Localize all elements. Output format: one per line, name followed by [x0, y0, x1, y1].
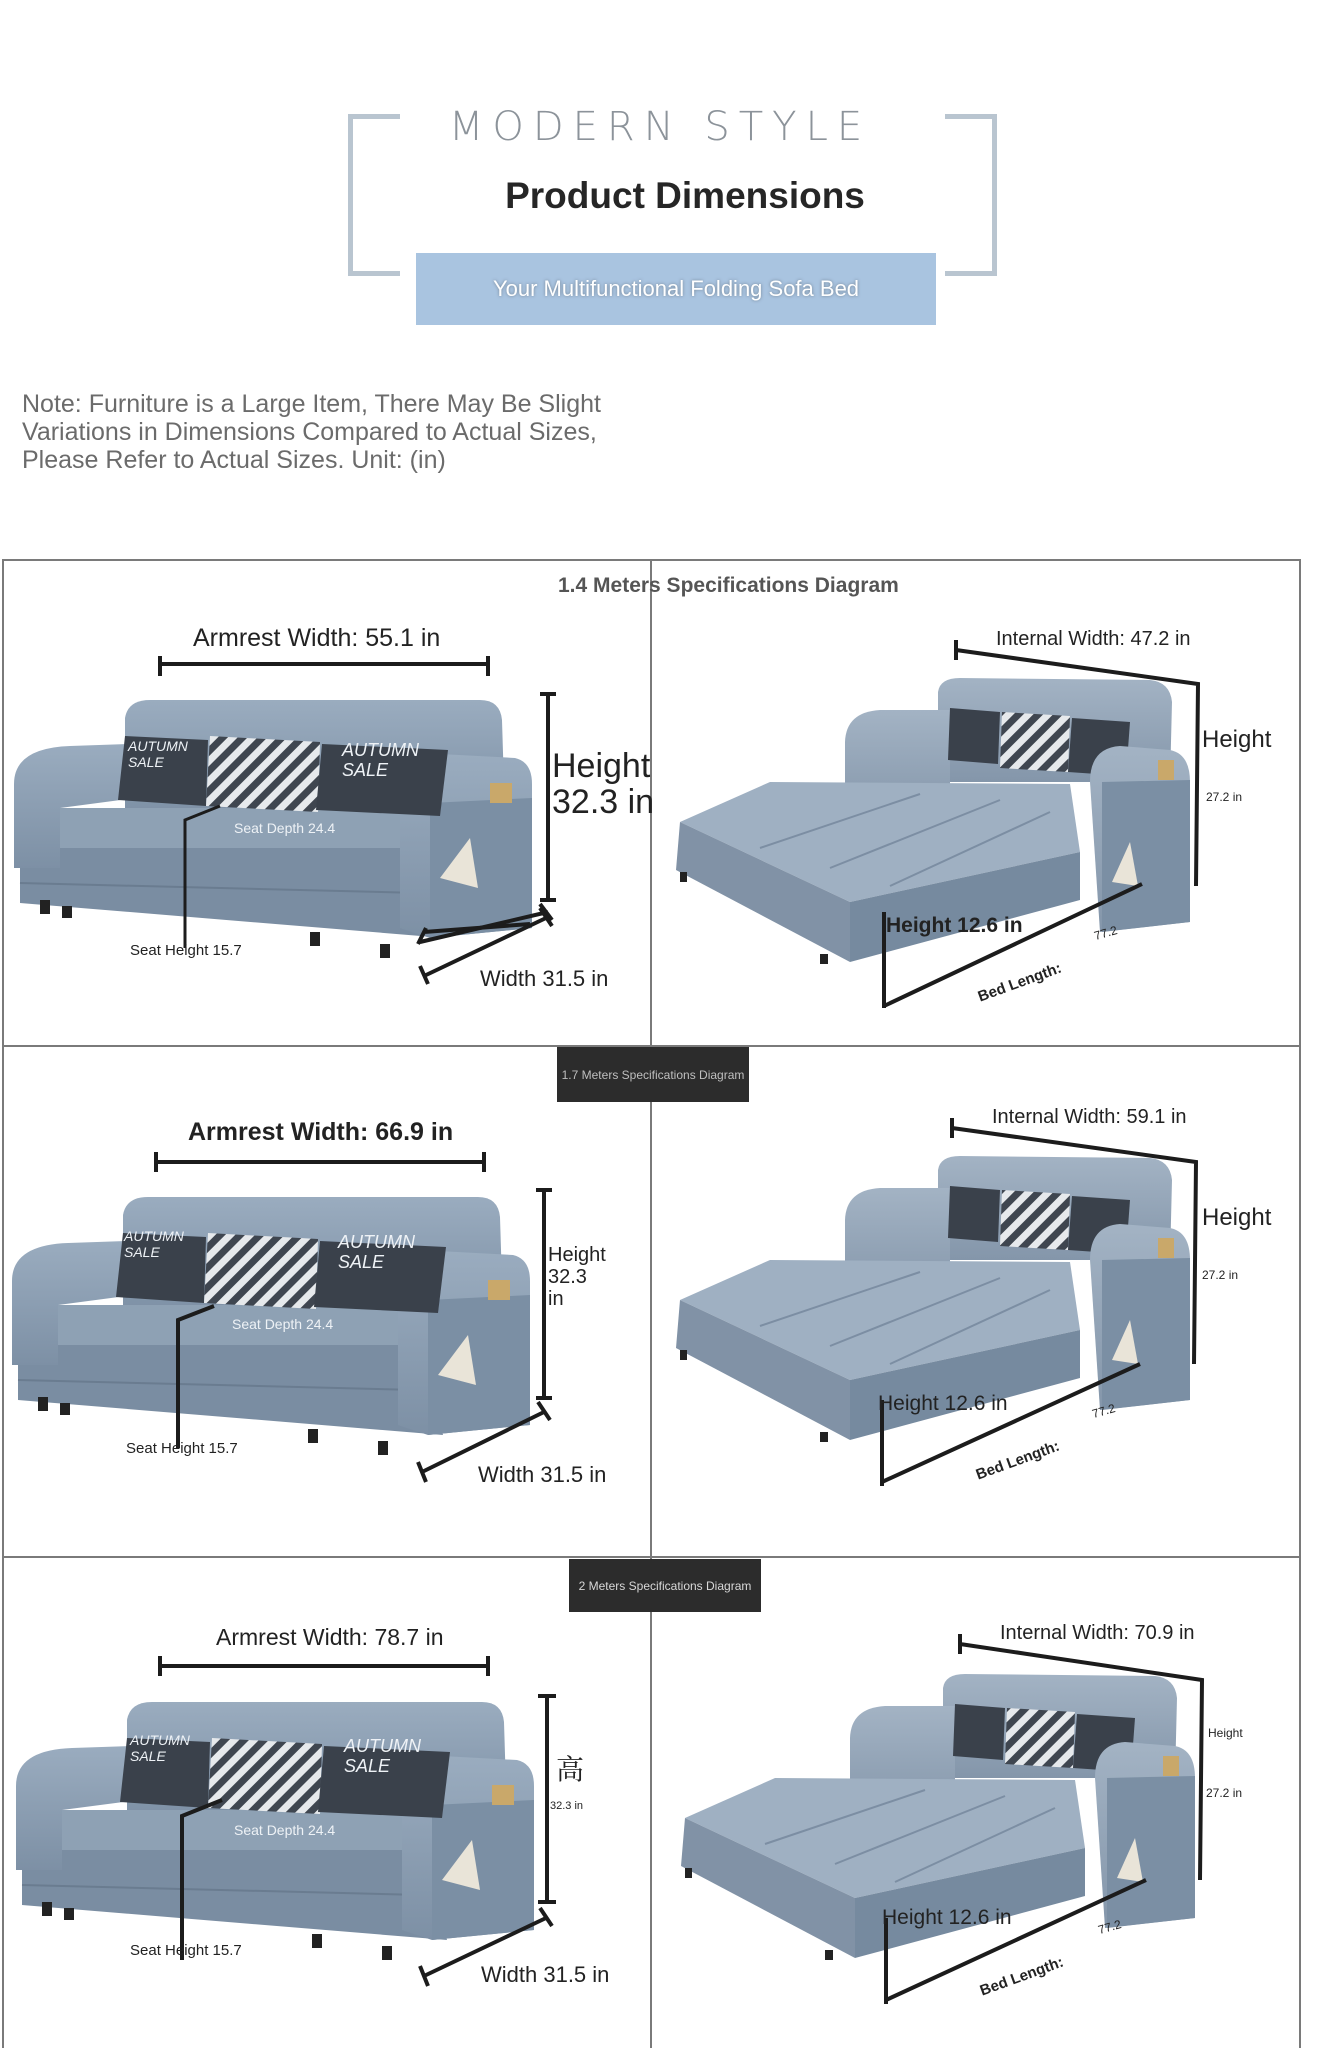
internal-width-2: Internal Width: 59.1 in: [992, 1106, 1187, 1128]
seat-depth-1: Seat Depth 24.4: [234, 820, 336, 836]
bed-length-value-1: 77.2: [1092, 923, 1119, 943]
bed-height-value-3: 27.2 in: [1206, 1786, 1243, 1800]
seat-depth-3: Seat Depth 24.4: [234, 1822, 336, 1838]
cushion-text-left-1: AUTUMN SALE: [128, 738, 188, 770]
page-title: Product Dimensions: [505, 175, 865, 216]
sofa-width-1: Width 31.5 in: [480, 966, 609, 991]
low-height-1: Height 12.6 in: [886, 914, 1023, 937]
bed-length-value-2: 77.2: [1090, 1401, 1117, 1421]
seat-height-2: Seat Height 15.7: [126, 1440, 238, 1457]
armrest-width-1: Armrest Width: 55.1 in: [193, 624, 441, 652]
bed-length-label-2: Bed Length:: [973, 1437, 1062, 1484]
sofa-height-value-1: 32.3 in: [552, 783, 655, 821]
size-note: Note: Furniture is a Large Item, There May Be Slight Variations in Dimensions Compared to Actual Sizes, Please Refer to Actual Sizes. Unit: (in): [22, 390, 601, 474]
bed-height-label-1: Height: [1202, 726, 1272, 753]
sofa-width-3: Width 31.5 in: [481, 1962, 610, 1987]
low-height-3: Height 12.6 in: [882, 1906, 1012, 1929]
bed-length-label-1: Bed Length:: [975, 959, 1064, 1006]
sofa-height-value-3: 32.3 in: [550, 1800, 584, 1812]
sofa-height-value-2: 32.3 in: [548, 1266, 587, 1310]
section-label-1-4m: 1.4 Meters Specifications Diagram: [558, 574, 899, 597]
sofa-height-label-2: Height: [548, 1244, 606, 1266]
seat-depth-2: Seat Depth 24.4: [232, 1316, 334, 1332]
armrest-width-2: Armrest Width: 66.9 in: [188, 1118, 454, 1146]
cushion-text-left-2: AUTUMN SALE: [124, 1228, 184, 1260]
armrest-width-3: Armrest Width: 78.7 in: [216, 1624, 444, 1650]
style-tagline: MODERN STYLE: [448, 104, 872, 150]
subtitle-text: Your Multifunctional Folding Sofa Bed: [492, 276, 860, 301]
internal-width-3: Internal Width: 70.9 in: [1000, 1622, 1195, 1644]
bed-height-value-2: 27.2 in: [1202, 1268, 1239, 1282]
bed-height-label-3: Height: [1208, 1726, 1243, 1740]
sofa-height-label-1: Height: [552, 747, 651, 785]
cushion-text-left-3: AUTUMN SALE: [130, 1732, 190, 1764]
seat-height-1: Seat Height 15.7: [130, 942, 242, 959]
bed-length-value-3: 77.2: [1096, 1917, 1123, 1937]
section-label-1-7m-text: 1.7 Meters Specifications Diagram: [561, 1067, 745, 1082]
bed-height-label-2: Height: [1202, 1204, 1272, 1231]
internal-width-1: Internal Width: 47.2 in: [996, 628, 1191, 650]
sofa-height-label-3: 高: [556, 1754, 585, 1785]
bed-length-label-3: Bed Length:: [977, 1953, 1066, 2000]
section-label-2m-text: 2 Meters Specifications Diagram: [578, 1578, 752, 1593]
low-height-2: Height 12.6 in: [878, 1392, 1008, 1415]
cushion-text-right-1: AUTUMN SALE: [342, 740, 419, 780]
seat-height-3: Seat Height 15.7: [130, 1942, 242, 1959]
bed-height-value-1: 27.2 in: [1206, 790, 1243, 804]
cushion-text-right-2: AUTUMN SALE: [338, 1232, 415, 1272]
sofa-width-2: Width 31.5 in: [478, 1462, 607, 1487]
cushion-text-right-3: AUTUMN SALE: [344, 1736, 421, 1776]
